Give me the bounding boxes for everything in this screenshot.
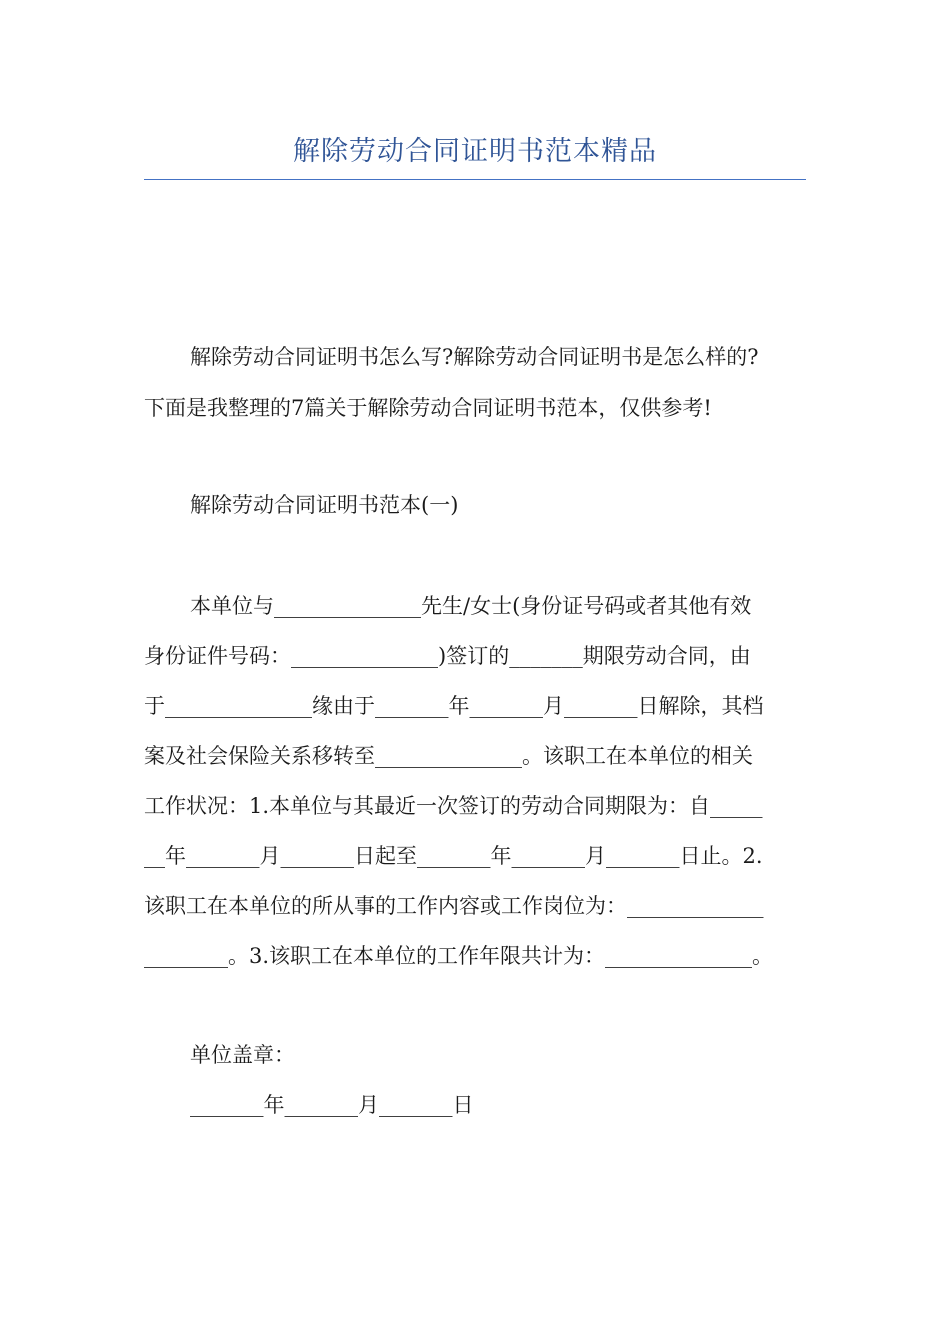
body-line-2: 身份证件号码：______________)签订的_______期限劳动合同，由 (144, 644, 751, 668)
seal-label: 单位盖章： (190, 1043, 295, 1067)
intro-line-2: 下面是我整理的7篇关于解除劳动合同证明书范本，仅供参考! (144, 396, 712, 420)
body-line-6: __年_______月_______日起至_______年_______月_______日止。2. (144, 844, 763, 868)
title-underline (144, 179, 806, 180)
body-line-4: 案及社会保险关系移转至______________。该职工在本单位的相关 (144, 744, 753, 768)
body-line-3: 于______________缘由于_______年_______月_______日解除，其档 (144, 694, 764, 718)
document-title: 解除劳动合同证明书范本精品 (293, 136, 657, 167)
intro-line-1: 解除劳动合同证明书怎么写?解除劳动合同证明书是怎么样的? (190, 345, 759, 369)
body-line-7: 该职工在本单位的所从事的工作内容或工作岗位为：_____________ (144, 894, 764, 918)
body-line-5: 工作状况：1.本单位与其最近一次签订的劳动合同期限为：自_____ (144, 794, 763, 818)
date-line: _______年_______月_______日 (190, 1093, 474, 1117)
body-line-8: ________。3.该职工在本单位的工作年限共计为：______________。 (144, 944, 774, 968)
section-heading: 解除劳动合同证明书范本(一) (190, 493, 459, 517)
body-line-1: 本单位与______________先生/女士(身份证号码或者其他有效 (190, 594, 752, 618)
